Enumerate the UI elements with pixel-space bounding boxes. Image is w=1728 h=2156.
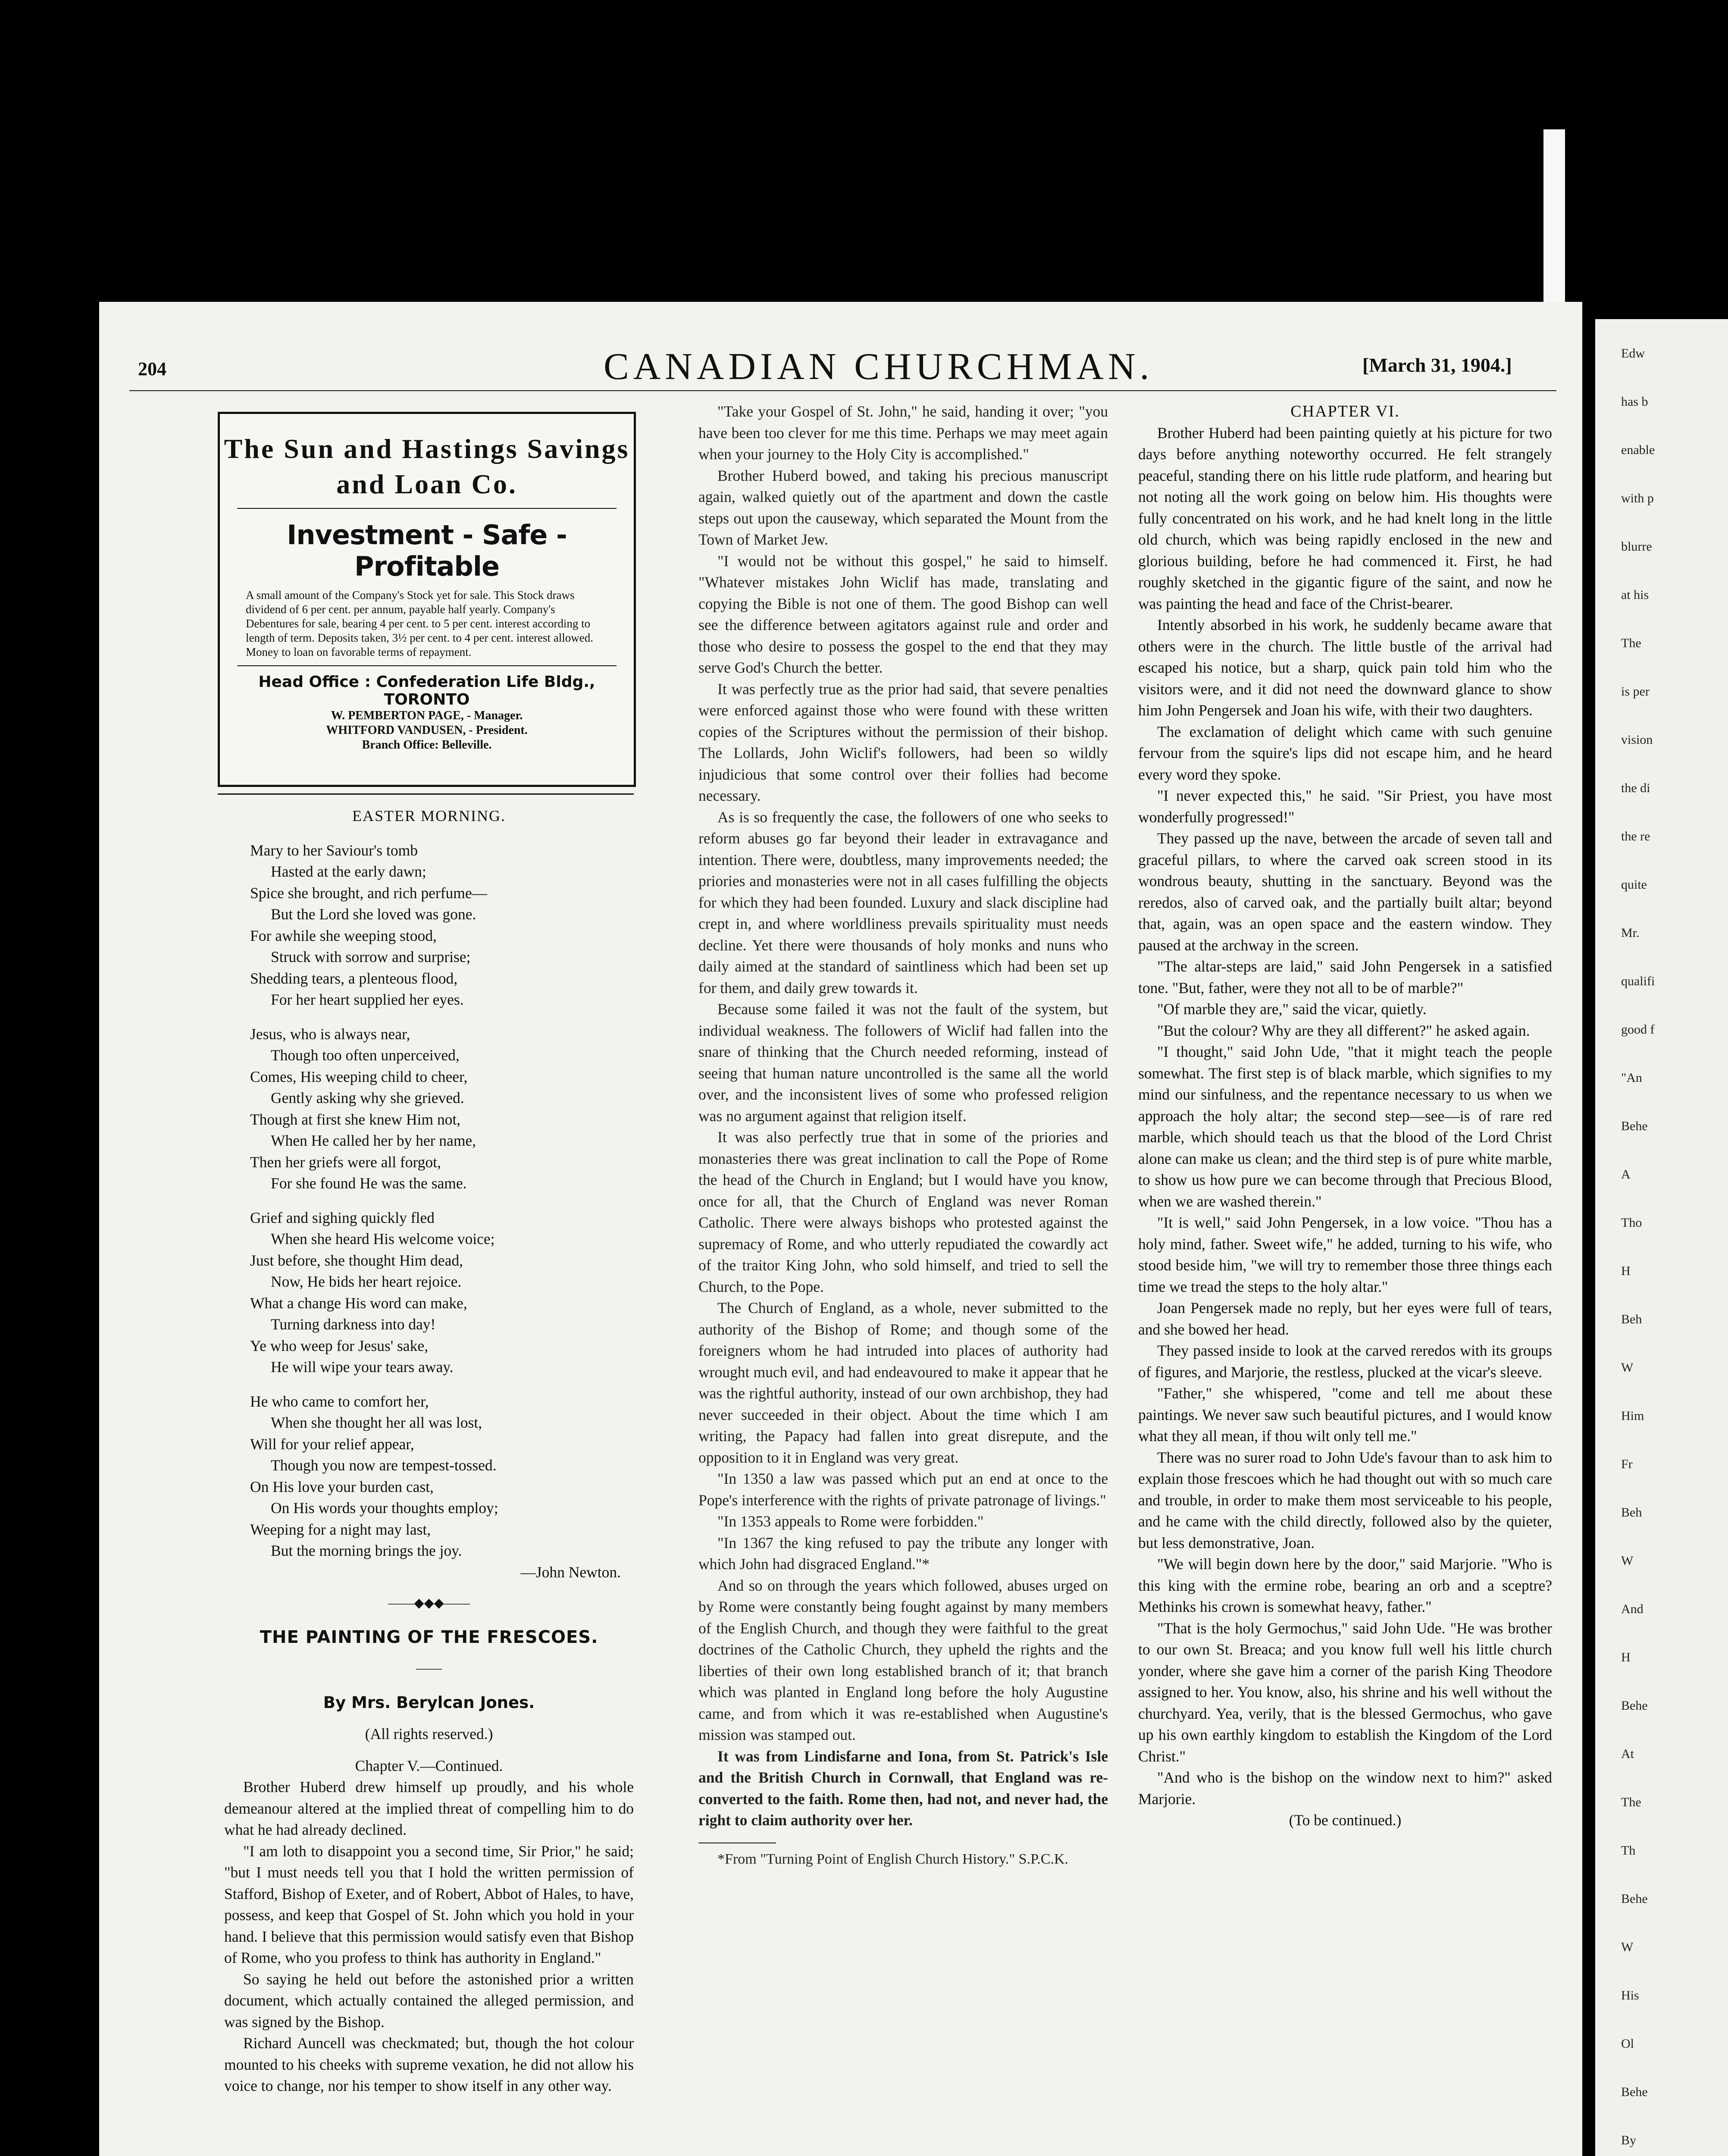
poem-line: On His words your thoughts employ; [271,1499,498,1517]
poem-line: But the morning brings the joy. [271,1542,462,1559]
adjacent-page-fragment: Th [1621,1843,1636,1858]
paragraph: There was no surer road to John Ude's favour than to ask him to explain those frescoes which he had thought out with so much care and trouble, in order to make them most serviceable to his people, and he came with the child directly, followed also by the quieter, but less demonstrative, Joan. [1138,1448,1552,1551]
adjacent-page-fragment: Mr. [1621,926,1640,940]
ad-divider [237,508,617,509]
ad-branch: Branch Office: Belleville. [362,738,492,752]
poem-line: For her heart supplied her eyes. [271,991,464,1008]
adjacent-page [1595,319,1728,2156]
poem-line: Struck with sorrow and surprise; [271,948,471,965]
adjacent-page-fragment: Beh [1621,1505,1642,1520]
paragraph: They passed up the nave, between the arcade of seven tall and graceful pillars, to where the carved oak screen stood in its wondrous beauty, shutting in the sanctuary. Beyond was the reredos, also of carved oak, and the partially built altar; beyond that, again, was an open space and the eastern window. They paused at the archway in the screen. [1138,830,1552,954]
paragraph: "I would not be without this gospel," he said to himself. "Whatever mistakes John Wiclif has made, translating and copying the Bible is not one of them. The good Bishop can well see the difference between agitators against rule and order and those who desire to possess the gospel to the end that they may serve God's Church the better. [698,552,1108,676]
paragraph: They passed inside to look at the carved reredos with its groups of figures, and Marjorie, the restless, plucked at the vicar's sleeve. [1138,1342,1552,1381]
column-2-text [698,401,1108,1746]
paragraph: "In 1353 appeals to Rome were forbidden." [717,1513,984,1530]
adjacent-page-fragment: W [1621,1554,1634,1568]
poem-line: Though too often unperceived, [271,1047,460,1064]
header-rule [129,390,1556,391]
adjacent-page-fragment: Beh [1621,1312,1642,1326]
short-divider: —— [416,1661,442,1675]
paragraph: "In 1350 a law was passed which put an end at once to the Pope's interference with the rights of private patronage of livings." [698,1470,1108,1509]
adjacent-page-fragment: with p [1621,491,1654,505]
column-3-text [1138,423,1552,1810]
poem-line: He who came to comfort her, [250,1392,429,1410]
poem-stanza [250,1391,634,1562]
column-1-text [224,1777,634,2097]
poem-line: Grief and sighing quickly fled [250,1209,435,1226]
ad-company-name: The Sun and Hastings Savings and Loan Co. [224,433,630,499]
poem-line: Ye who weep for Jesus' sake, [250,1337,428,1354]
adjacent-page-fragment: The [1621,1795,1641,1809]
paragraph: "It is well," said John Pengersek, in a low voice. "Thou has a holy mind, father. Sweet wife," he added, turning to his wife, who stood beside him, "we will try to remember those three things each time we tread the steps to the holy altar." [1138,1214,1552,1295]
poem-body [224,840,634,1562]
poem-line: Just before, she thought Him dead, [250,1251,463,1269]
adjacent-page-fragment: The [1621,636,1641,650]
left-page-edge [0,388,99,2156]
ornament-divider: ——◆◆◆—— [388,1596,470,1610]
poem-line: Hasted at the early dawn; [271,863,426,880]
poem-line: Shedding tears, a plenteous flood, [250,969,458,987]
poem-line: When she thought her all was lost, [271,1414,482,1431]
poem-line: Will for your relief appear, [250,1435,414,1453]
adjacent-page-fragment: at his [1621,588,1649,602]
adjacent-page-fragment: is per [1621,684,1650,699]
poem-line: Though you now are tempest-tossed. [271,1457,497,1474]
paragraph: It was perfectly true as the prior had said, that severe penalties were enforced against those who were found with these written copies of the Scriptures without the permission of their bishop. The Lollards, John Wiclif's followers, had been so wildly injudicious that some control over their follies had become necessary. [698,680,1108,804]
ad-head-office: Head Office : Confederation Life Bldg., TORONTO [258,673,595,708]
column-1 [224,802,634,2097]
poem-line: Then her griefs were all forgot, [250,1153,441,1171]
poem-line: When He called her by her name, [271,1132,476,1149]
paragraph: "Father," she whispered, "come and tell me about these paintings. We never saw such beautiful pictures, and I would know what they all mean, if thou wilt only tell me." [1138,1385,1552,1445]
paragraph: "I am loth to disappoint you a second time, Sir Prior," he said; "but I must needs tell you that I hold the written permission of Stafford, Bishop of Exeter, and of Robert, Abbot of Hales, to have, possess, and keep that Gospel of St. John which you hold in your hand. I believe that this permission would satisfy even that Bishop of Rome, who you profess to think has authority in England." [224,1842,634,1966]
column-rule [218,793,634,795]
poem-line: Now, He bids her heart rejoice. [271,1273,462,1290]
ad-manager: W. PEMBERTON PAGE, - Manager. [331,709,523,722]
adjacent-page-fragment: quite [1621,877,1647,892]
poem-stanza [250,1024,634,1194]
adjacent-page-fragment: Edw [1621,346,1645,360]
poem-line: Jesus, who is always near, [250,1025,410,1043]
adjacent-page-fragment: the di [1621,781,1650,795]
chapter-heading: Chapter V.—Continued. [355,1757,503,1774]
issue-date: [March 31, 1904.] [1362,354,1512,376]
paragraph: Brother Huberd had been painting quietly at his picture for two days before anything noteworthy occurred. He felt strangely peaceful, standing there on his little rude platform, and hearing but not noting all the work going on below him. His thoughts were fully concentrated on his work, and he had knelt long in the little old church, which was being rapidly enclosed in the new and glorious building, before he had commenced it. First, he had roughly sketched in the gigantic figure of the saint, and now he was painting the head and face of the Christ-bearer. [1138,424,1552,612]
poem-stanza [250,1207,634,1378]
poem-stanza [250,840,634,1011]
paragraph: "The altar-steps are laid," said John Pengersek in a satisfied tone. "But, father, were they not all to be of marble?" [1138,958,1552,997]
poem-title: EASTER MORNING. [352,807,506,824]
paragraph: Because some failed it was not the fault of the system, but individual weakness. The followers of Wiclif had fallen into the snare of thinking that the Church needed reforming, instead of seeing that human nature uncontrolled is the same all the world over, and the inconsistent lives of some who professed religion was no argument against that religion itself. [698,1000,1108,1125]
adjacent-page-fragment: Behe [1621,2085,1648,2099]
poem-author: —John Newton. [520,1563,621,1581]
poem-line: What a change His word can make, [250,1294,467,1312]
ad-body: A small amount of the Company's Stock yet for sale. This Stock draws dividend of 6 per cent. per annum, payable half yearly. Company's Debentures for sale, bearing 4 per cent. to 5 per cent. interest according to length of term. Deposits taken, 3½ per cent. to 4 per cent. interest allowed. Money to loan on favorable terms of repayment. [246,589,594,658]
adjacent-page-fragment: has b [1621,395,1648,409]
page-number: 204 [138,358,166,379]
chapter-6-heading: CHAPTER VI. [1290,402,1400,420]
paragraph: And so on through the years which followed, abuses urged on by Rome were constantly being fought against by many members of the English Church, and though they were faithful to the great doctrines of the Catholic Church, they upheld the rights and the liberties of their own long established branch of it; that branch which was planted in England long before the holy Augustine came, and from which it was re-established when Augustine's mission was stamped out. [698,1576,1108,1743]
ad-slogan: Investment - Safe - Profitable [287,519,567,582]
adjacent-page-fragment: "An [1621,1071,1642,1085]
adjacent-page-fragment: His [1621,1988,1639,2002]
poem-line: On His love your burden cast, [250,1478,434,1495]
adjacent-page-fragment: enable [1621,443,1655,457]
poem-line: Mary to her Saviour's tomb [250,841,418,859]
adjacent-page-fragment: Fr [1621,1457,1633,1471]
adjacent-page-fragment: A [1621,1167,1631,1181]
paragraph: The Church of England, as a whole, never submitted to the authority of the Bishop of Rome; and though some of the foreigners whom he had intruded into places of authority had wrought much evil, and had endeavoured to make it appear that he was the rightful authority, instead of our own archbishop, they had never succeeded in their object. About the time which I am writing, the Papacy had fallen into great disrepute, and the opposition to it in England was very great. [698,1299,1108,1466]
paragraph: "We will begin down here by the door," said Marjorie. "Who is this king with the ermine robe, bearing an orb and a sceptre? Methinks his crown is somewhat heavy, father." [1138,1555,1552,1615]
bold-paragraph: It was from Lindisfarne and Iona, from St. Patrick's Isle and the British Church in Cornwall, that England was re-converted to the faith. Rome then, had not, and never had, the right to claim authority over her. [698,1747,1108,1829]
paragraph: So saying he held out before the astonished prior a written document, which actually contained the alleged permission, and was signed by the Bishop. [224,1970,634,2031]
paragraph: Brother Huberd drew himself up proudly, and his whole demeanour altered at the implied threat of compelling him to do what he had already declined. [224,1778,634,1838]
adjacent-page-fragment: And [1621,1602,1643,1616]
adjacent-page-fragment: the re [1621,829,1650,843]
paragraph: The exclamation of delight which came with such genuine fervour from the squire's lips did not escape him, and he heard every word they spoke. [1138,723,1552,783]
paragraph: Intently absorbed in his work, he suddenly became aware that others were in the church. The little bustle of the arrival had escaped his notice, but a sharp, quick pain told him who the visitors were, and it did not need the downward glance to show him John Pengersek and Joan his wife, with their two daughters. [1138,616,1552,719]
poem-line: But the Lord she loved was gone. [271,906,476,923]
adjacent-page-fragment: vision [1621,733,1653,747]
adjacent-page-fragment: Behe [1621,1119,1648,1133]
adjacent-page-fragment: By [1621,2133,1637,2147]
poem-line: He will wipe your tears away. [271,1358,454,1376]
column-3 [1138,401,1552,1831]
column-2 [698,401,1108,1870]
paragraph: "In 1367 the king refused to pay the tribute any longer with which John had disgraced England."* [698,1534,1108,1573]
paragraph: Joan Pengersek made no reply, but her eyes were full of tears, and she bowed her head. [1138,1299,1552,1338]
paragraph: Brother Huberd bowed, and taking his precious manuscript again, walked quietly out of the apartment and down the castle steps out upon the causeway, which separated the Mount from the Town of Market Jew. [698,467,1108,548]
poem-line: For awhile she weeping stood, [250,927,437,944]
poem-line: For she found He was the same. [271,1175,467,1192]
adjacent-page-fragment: Behe [1621,1698,1648,1713]
poem-line: Weeping for a night may last, [250,1520,431,1538]
adjacent-page-fragment: Him [1621,1409,1644,1423]
advertisement-box [218,412,636,787]
adjacent-page-fragment: H [1621,1650,1631,1664]
article-byline: By Mrs. Berylcan Jones. [323,1693,535,1712]
paragraph: "But the colour? Why are they all different?" he asked again. [1157,1022,1530,1039]
adjacent-page-fragment: H [1621,1264,1631,1278]
adjacent-page-fragment: good f [1621,1022,1655,1037]
adjacent-page-fragment: qualifi [1621,974,1655,988]
masthead-title: CANADIAN CHURCHMAN. [604,346,1154,388]
rights-note: (All rights reserved.) [365,1725,493,1742]
paragraph: "Of marble they are," said the vicar, quietly. [1157,1000,1427,1018]
adjacent-page-fragment: W [1621,1940,1634,1954]
poem-line: Comes, His weeping child to cheer, [250,1068,468,1085]
paragraph: Richard Auncell was checkmated; but, though the hot colour mounted to his cheeks with supreme vexation, he did not allow his voice to change, nor his temper to show itself in any other way. [224,2034,634,2094]
ad-divider [237,665,617,666]
paragraph: "That is the holy Germochus," said John Ude. "He was brother to our own St. Breaca; and you know full well his little church yonder, where she gave him a corner of the parish King Theodore assigned to her. You know, also, his shrine and his well without the churchyard. Yea, verily, that is the blessed Germochus, who gave up his own earthly kingdom to establish the Kingdom of the Lord Christ." [1138,1619,1552,1765]
adjacent-page-fragment: blurre [1621,539,1652,554]
adjacent-page-fragment: Ol [1621,2037,1634,2051]
poem-line: Spice she brought, and rich perfume— [250,884,488,902]
paragraph: "I never expected this," he said. "Sir Priest, you have most wonderfully progressed!" [1138,787,1552,826]
paragraph: "And who is the bishop on the window next to him?" asked Marjorie. [1138,1769,1552,1808]
paragraph: As is so frequently the case, the followers of one who seeks to reform abuses go far beyond their leader in extravagance and intention. There were, doubtless, many improvements needed; the priories and monasteries were not in all cases fulfilling the objects for which they had been founded. Luxury and slack discipline had crept in, and where worldliness prevails spirituality must needs decline. Yet there were thousands of holy monks and nuns who daily aimed at the standard of saintliness which had been set up for them, and daily grew towards it. [698,808,1108,997]
footnote: *From "Turning Point of English Church History." S.P.C.K. [717,1851,1068,1867]
poem-line: Though at first she knew Him not, [250,1110,461,1128]
paragraph: "Take your Gospel of St. John," he said, handing it over; "you have been too clever for me this time. Perhaps we may meet again when your journey to the Holy City is accomplished." [698,403,1108,463]
poem-line: Gently asking why she grieved. [271,1089,464,1106]
adjacent-page-fragment: W [1621,1360,1634,1375]
adjacent-page-fragment: Tho [1621,1216,1642,1230]
to-be-continued: (To be continued.) [1289,1811,1402,1829]
poem-line: When she heard His welcome voice; [271,1230,495,1247]
paragraph: "I thought," said John Ude, "that it might teach the people somewhat. The first step is of black marble, which signifies to my mind our sinfulness, and the repentance necessary to us when we approach the holy altar; the second step—see—is of rare red marble, which should teach us that the blood of the Lord Christ alone can make us clean; and the third step is of pure white marble, to show us how pure we can become through that Precious Blood, when we are washed therein." [1138,1043,1552,1210]
ad-president: WHITFORD VANDUSEN, - President. [326,724,528,737]
article-title: THE PAINTING OF THE FRESCOES. [260,1627,598,1647]
adjacent-page-fragment: Behe [1621,1892,1648,1906]
poem-line: Turning darkness into day! [271,1316,436,1333]
adjacent-page-fragment: At [1621,1747,1634,1761]
paragraph: It was also perfectly true that in some of the priories and monasteries there was great inclination to call the Pope of Rome the head of the Church in England; but I would have you know, once for all, that the Church of England was never Roman Catholic. There were always bishops who protested against the supremacy of Rome, and who utterly repudiated the cowardly act of the traitor King John, who sold himself, and tried to sell the Church, to the Pope. [698,1128,1108,1295]
